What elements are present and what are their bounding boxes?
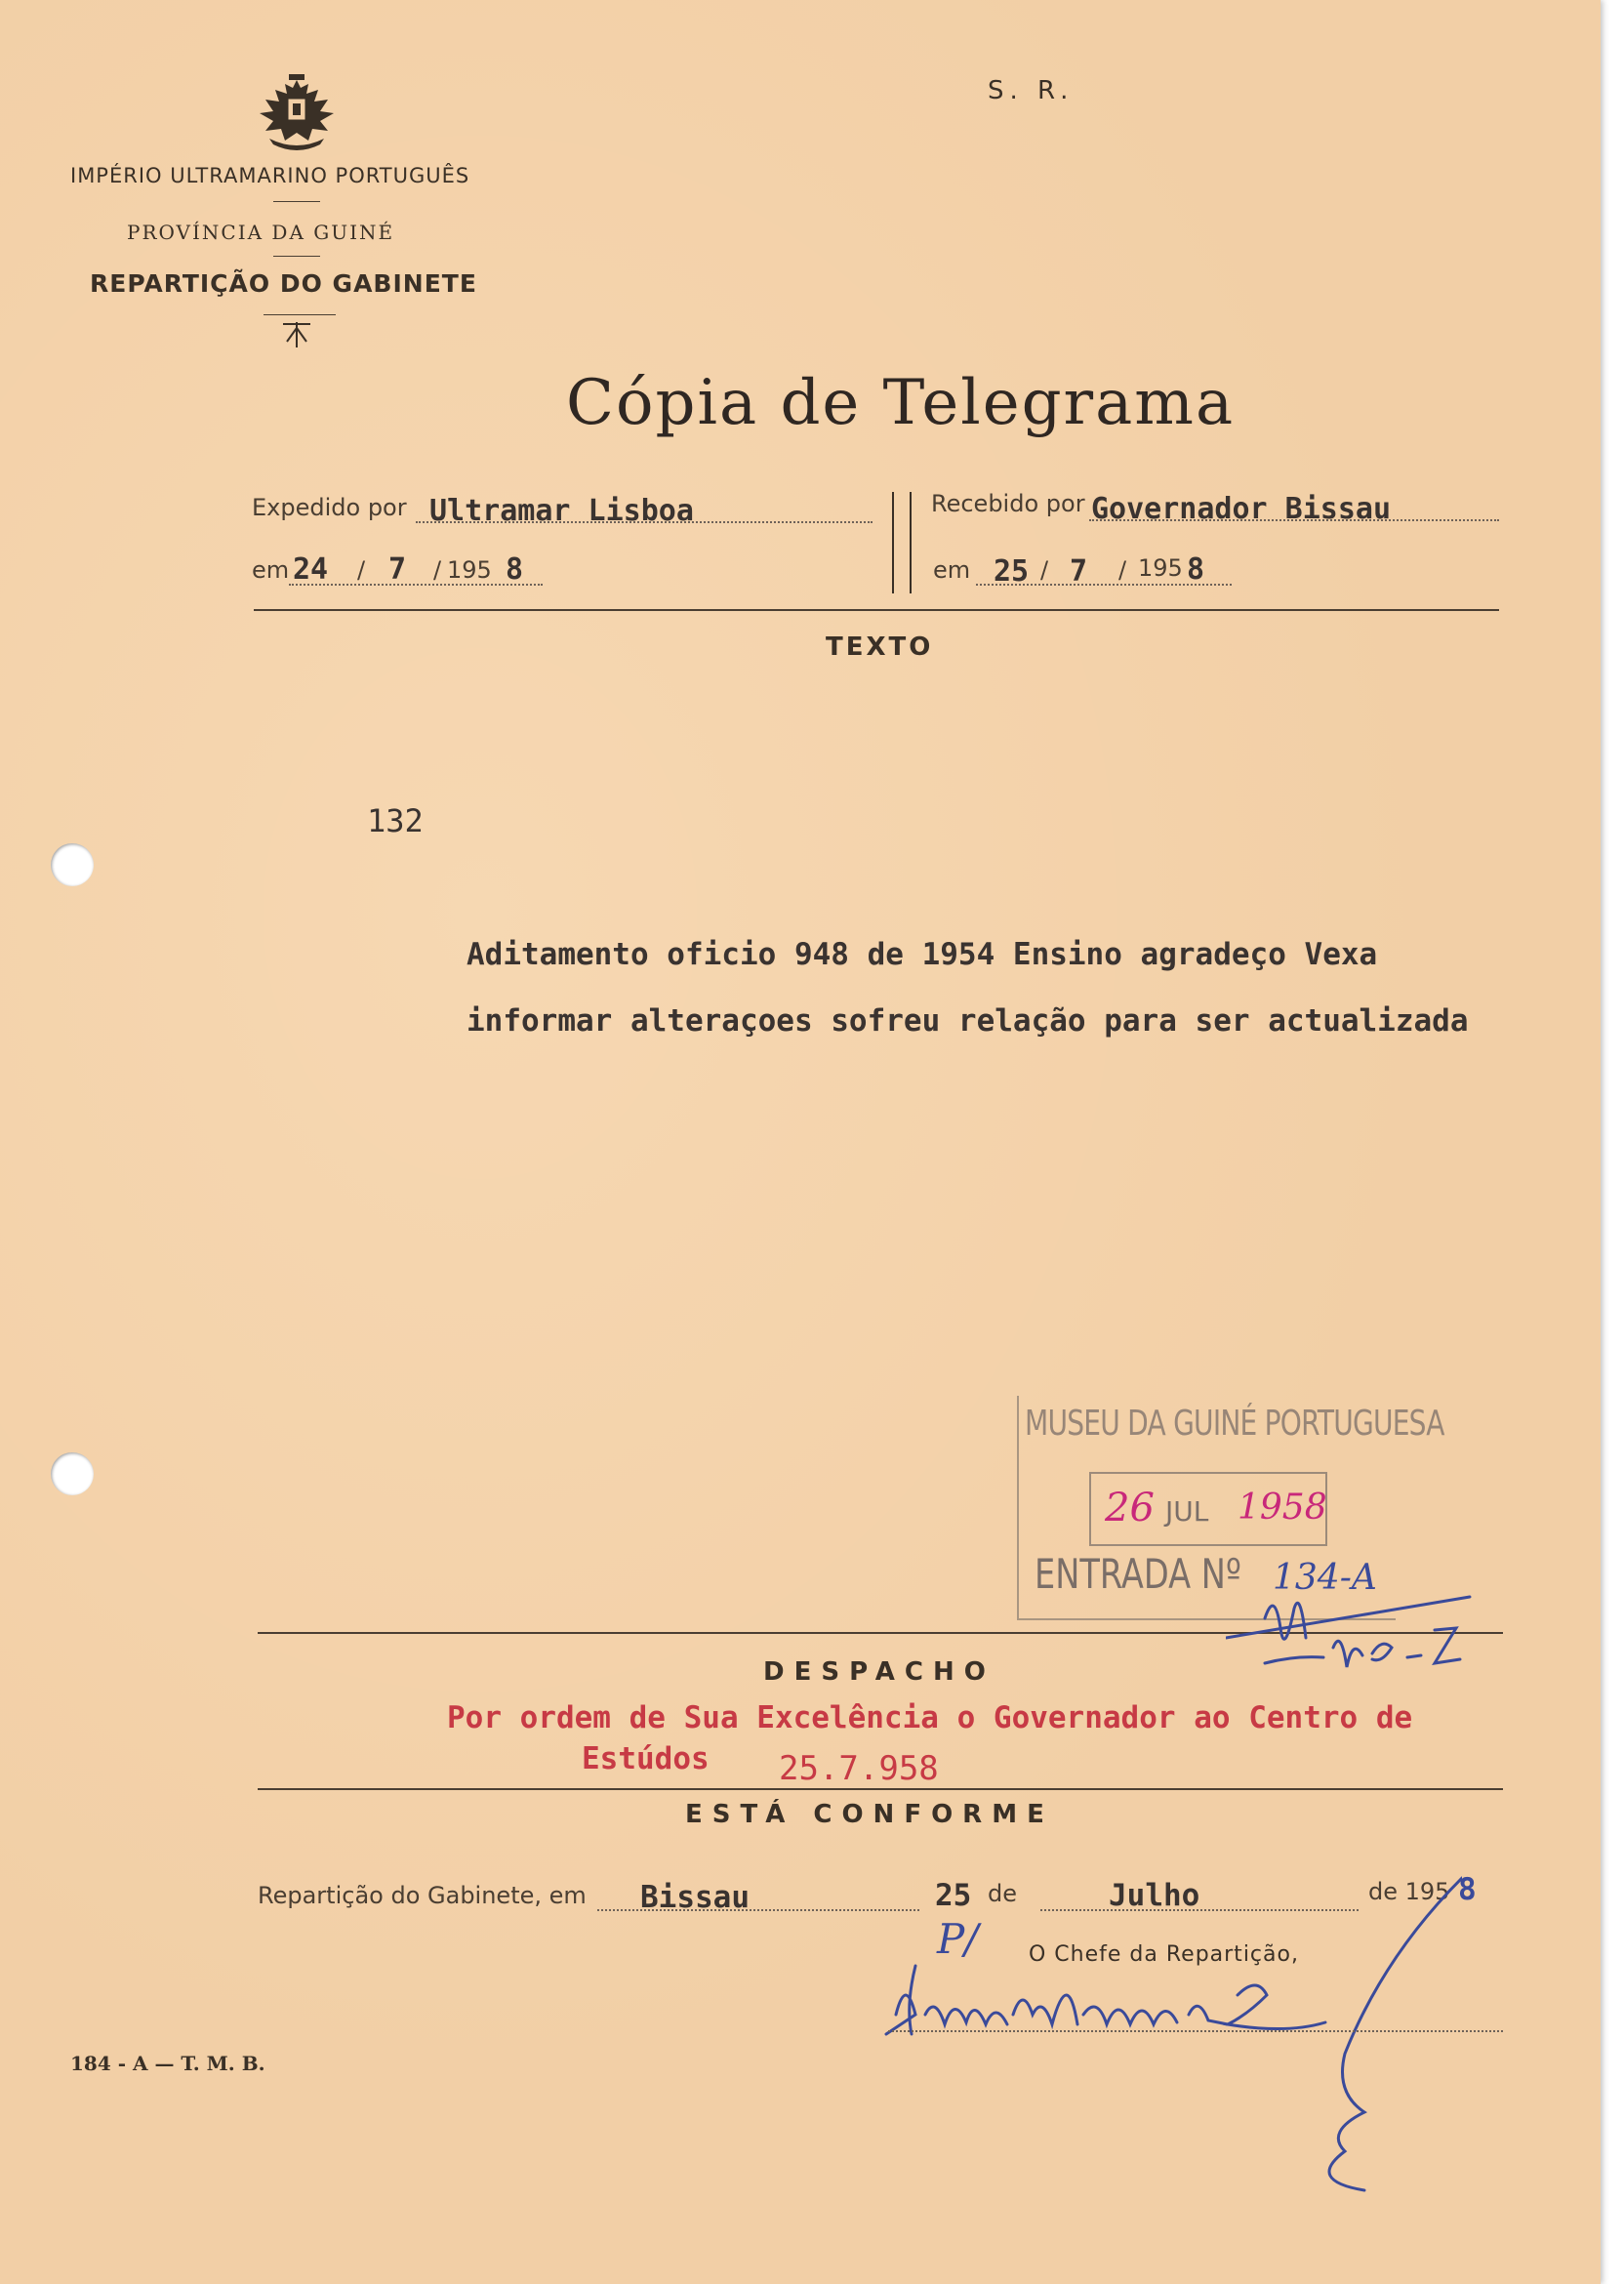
despacho-heading: DESPACHO (763, 1657, 995, 1687)
despacho-line: Estúdos (582, 1741, 710, 1776)
slash: / (1118, 556, 1127, 584)
form-code: 184 - A — T. M. B. (70, 2052, 265, 2075)
received-day: 25 (994, 554, 1030, 589)
section-rule (254, 609, 1499, 611)
message-number: 132 (367, 802, 424, 839)
department-name: REPARTIÇÃO DO GABINETE (90, 269, 477, 298)
divider (264, 314, 336, 315)
year-label: de 195 (1368, 1878, 1450, 1905)
place-value: Bissau (640, 1880, 750, 1915)
sent-by-label: Expedido por (252, 494, 407, 521)
sent-year-suffix: 8 (506, 552, 524, 587)
received-year-prefix: 195 (1138, 554, 1183, 582)
stamp-day: 26 (1105, 1486, 1155, 1530)
message-line: Aditamento oficio 948 de 1954 Ensino agradeço Vexa (467, 937, 1378, 972)
signature (876, 1868, 1462, 2200)
stamp-entry-number: 134-A (1273, 1558, 1377, 1598)
despacho-line: Por ordem de Sua Excelência o Governador ao Centro de (447, 1700, 1413, 1735)
stamp-year: 1958 (1238, 1488, 1327, 1528)
punch-hole-bottom (51, 1452, 94, 1495)
message-line: informar alteraçoes sofreu relação para ser actualizada (467, 1003, 1469, 1039)
text-heading: TEXTO (826, 632, 934, 662)
stamp-entry-label: ENTRADA Nº (1035, 1550, 1241, 1598)
despacho-date: 25.7.958 (779, 1749, 939, 1788)
received-by-value: Governador Bissau (1091, 492, 1392, 526)
day-value: 25 (935, 1878, 972, 1913)
slash: / (433, 556, 442, 584)
coat-of-arms-icon (250, 74, 344, 152)
year-suffix: 8 (1458, 1872, 1477, 1907)
province-name: PROVÍNCIA DA GUINÉ (127, 221, 395, 244)
institution-name: IMPÉRIO ULTRAMARINO PORTUGUÊS (70, 164, 470, 187)
stamp-date-box (1089, 1472, 1327, 1546)
column-divider (910, 492, 912, 593)
conformity-heading: ESTÁ CONFORME (685, 1800, 1054, 1829)
chief-prefix: P/ (937, 1915, 979, 1963)
punch-hole-top (51, 843, 94, 886)
divider (273, 201, 320, 202)
page-title: Cópia de Telegrama (566, 367, 1236, 439)
sent-by-value: Ultramar Lisboa (429, 494, 694, 528)
stamp-month: JUL (1165, 1495, 1209, 1528)
dotted-line (597, 1909, 919, 1911)
divider (273, 256, 320, 257)
slash: / (357, 556, 366, 584)
received-year-suffix: 8 (1187, 552, 1205, 587)
dotted-line (888, 2030, 1503, 2032)
sent-date-label: em (252, 556, 290, 584)
sent-day: 24 (293, 552, 329, 587)
de-label: de (988, 1880, 1017, 1907)
received-month: 7 (1070, 554, 1088, 589)
reference-mark: S. R. (988, 76, 1075, 105)
dotted-line (416, 521, 873, 523)
handwritten-initials (1226, 1570, 1480, 1696)
stamp-museum-name: MUSEU DA GUINÉ PORTUGUESA (1025, 1404, 1444, 1444)
dotted-line (976, 584, 1232, 586)
sent-year-prefix: 195 (447, 556, 492, 584)
dotted-line (1089, 519, 1499, 521)
received-by-label: Recebido por (931, 490, 1085, 517)
slash: / (1040, 556, 1049, 584)
received-date-label: em (933, 556, 971, 584)
column-divider (892, 492, 894, 593)
sent-month: 7 (388, 552, 407, 587)
chief-label: O Chefe da Repartição, (1029, 1942, 1299, 1967)
month-value: Julho (1109, 1878, 1200, 1913)
ornament-icon (277, 318, 316, 349)
section-rule (258, 1788, 1503, 1790)
dotted-line (289, 584, 543, 586)
place-label: Repartição do Gabinete, em (258, 1882, 587, 1909)
